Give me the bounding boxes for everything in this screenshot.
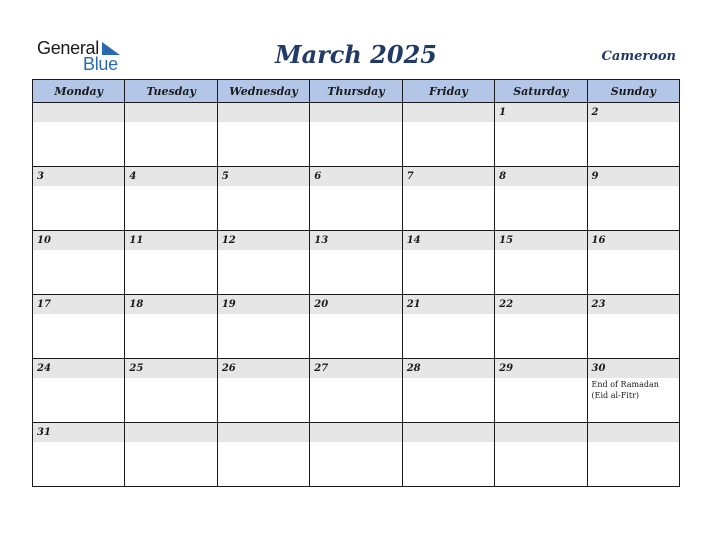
day-number: [218, 423, 309, 442]
day-number: 25: [125, 359, 216, 378]
day-number: [588, 423, 679, 442]
day-cell[interactable]: [587, 167, 679, 231]
day-cell[interactable]: [33, 359, 125, 423]
day-number: 12: [218, 231, 309, 250]
day-number: 31: [33, 423, 124, 442]
day-number: 21: [403, 295, 494, 314]
day-number: [125, 423, 216, 442]
day-number: [310, 423, 401, 442]
day-number: 4: [125, 167, 216, 186]
week-row: [33, 167, 680, 231]
day-number: 3: [33, 167, 124, 186]
day-number: 22: [495, 295, 586, 314]
day-number: 26: [218, 359, 309, 378]
day-cell[interactable]: [310, 295, 402, 359]
day-number: [495, 423, 586, 442]
day-cell[interactable]: [495, 295, 587, 359]
day-number: 10: [33, 231, 124, 250]
day-cell[interactable]: [495, 359, 587, 423]
day-cell[interactable]: [587, 423, 679, 487]
weekday-tuesday: Tuesday: [125, 80, 217, 103]
day-cell[interactable]: [125, 423, 217, 487]
day-cell[interactable]: [587, 359, 679, 423]
weekday-thursday: Thursday: [310, 80, 402, 103]
day-cell[interactable]: [402, 167, 494, 231]
day-number: 5: [218, 167, 309, 186]
logo-blue-text: Blue: [83, 54, 118, 74]
day-cell[interactable]: [217, 359, 309, 423]
day-number: 23: [588, 295, 679, 314]
day-cell[interactable]: [217, 423, 309, 487]
day-number: 16: [588, 231, 679, 250]
day-cell[interactable]: [217, 295, 309, 359]
day-cell[interactable]: [495, 231, 587, 295]
weekday-sunday: Sunday: [587, 80, 679, 103]
day-cell[interactable]: [125, 295, 217, 359]
day-number: [403, 103, 494, 122]
day-number: [125, 103, 216, 122]
day-cell[interactable]: [125, 231, 217, 295]
day-cell[interactable]: [495, 167, 587, 231]
day-number: 14: [403, 231, 494, 250]
day-number: 2: [588, 103, 679, 122]
day-number: 19: [218, 295, 309, 314]
day-cell[interactable]: [33, 103, 125, 167]
day-cell[interactable]: [587, 295, 679, 359]
day-cell[interactable]: [33, 423, 125, 487]
day-cell[interactable]: [125, 103, 217, 167]
day-number: [33, 103, 124, 122]
day-number: 15: [495, 231, 586, 250]
day-cell[interactable]: [402, 103, 494, 167]
day-cell[interactable]: [217, 103, 309, 167]
weekday-monday: Monday: [33, 80, 125, 103]
weekday-saturday: Saturday: [495, 80, 587, 103]
day-number: 8: [495, 167, 586, 186]
country-label: Cameroon: [601, 49, 676, 64]
day-number: [403, 423, 494, 442]
day-cell[interactable]: [495, 423, 587, 487]
day-cell[interactable]: [587, 103, 679, 167]
day-number: 13: [310, 231, 401, 250]
day-cell[interactable]: [125, 167, 217, 231]
day-number: 17: [33, 295, 124, 314]
logo-general-text: General: [37, 38, 99, 58]
day-number: 6: [310, 167, 401, 186]
day-cell[interactable]: [587, 231, 679, 295]
week-row: [33, 423, 680, 487]
holiday-label: End of Ramadan (Eid al-Fitr): [591, 380, 659, 400]
day-cell[interactable]: [310, 103, 402, 167]
day-number: [310, 103, 401, 122]
weekday-friday: Friday: [402, 80, 494, 103]
day-number: 30: [588, 359, 679, 378]
week-row: [33, 103, 680, 167]
day-number: 7: [403, 167, 494, 186]
day-cell[interactable]: [310, 423, 402, 487]
weekday-header-row: [33, 80, 680, 103]
day-number: 1: [495, 103, 586, 122]
day-cell[interactable]: [495, 103, 587, 167]
week-row: [33, 295, 680, 359]
day-number: 18: [125, 295, 216, 314]
day-cell[interactable]: [402, 231, 494, 295]
day-number: 27: [310, 359, 401, 378]
day-cell[interactable]: [125, 359, 217, 423]
day-cell[interactable]: [33, 167, 125, 231]
day-cell[interactable]: [402, 295, 494, 359]
day-cell[interactable]: [217, 231, 309, 295]
day-cell[interactable]: [217, 167, 309, 231]
day-number: 28: [403, 359, 494, 378]
day-cell[interactable]: [33, 295, 125, 359]
day-number: 11: [125, 231, 216, 250]
day-number: [218, 103, 309, 122]
day-cell[interactable]: [402, 423, 494, 487]
day-number: 29: [495, 359, 586, 378]
week-row: [33, 231, 680, 295]
calendar-grid: [32, 79, 680, 487]
day-number: 9: [588, 167, 679, 186]
day-cell[interactable]: [310, 359, 402, 423]
day-cell[interactable]: [33, 231, 125, 295]
day-number: 24: [33, 359, 124, 378]
weekday-wednesday: Wednesday: [217, 80, 309, 103]
day-cell[interactable]: [310, 231, 402, 295]
week-row: [33, 359, 680, 423]
day-cell[interactable]: [402, 359, 494, 423]
day-number: 20: [310, 295, 401, 314]
day-cell[interactable]: [310, 167, 402, 231]
calendar-title: March 2025: [275, 40, 437, 69]
